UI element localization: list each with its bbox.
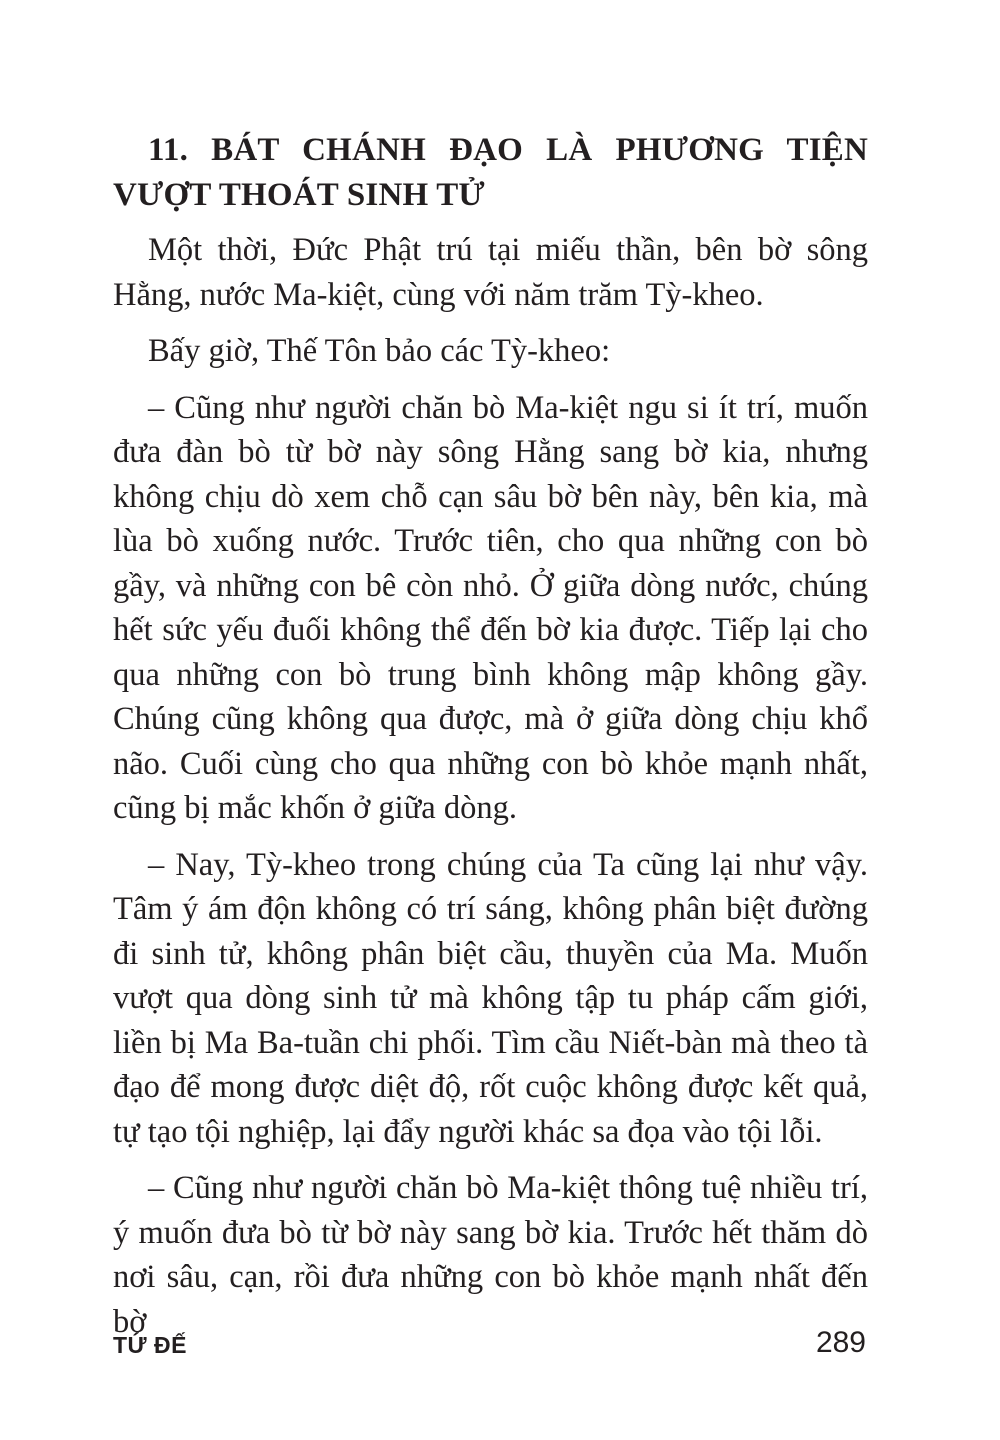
page-number: 289 — [815, 1326, 866, 1359]
paragraph-monks-likewise: – Nay, Tỳ-kheo trong chúng của Ta cũng lại như vậy. Tâm ý ám độn không có trí sáng, không phân biệt đường đi sinh tử, không phân biệt cầu, thuyền của Ma. Muốn vượt qua dòng sinh tử mà không tập tu pháp cấm giới, liền bị Ma Ba-tuần chi phối. Tìm cầu Niết-bàn mà theo tà đạo để mong được diệt độ, rốt cuộc không được kết quả, tự tạo tội nghiệp, lại đẩy người khác sa đọa vào tội lỗi. — [113, 846, 868, 1150]
paragraph-foolish-herdsman: – Cũng như người chăn bò Ma-kiệt ngu si ít trí, muốn đưa đàn bò từ bờ này sông Hằng sang bờ kia, nhưng không chịu dò xem chỗ cạn sâu bờ bên này, bên kia, mà lùa bò xuống nước. Trước tiên, cho qua những con bò gầy, và những con bê còn nhỏ. Ở giữa dòng nước, chúng hết sức yếu đuối không thể đến bờ kia được. Tiếp lại cho qua những con bò trung bình không mập không gầy. Chúng cũng không qua được, mà ở giữa dòng chịu khổ não. Cuối cùng cho qua những con bò khỏe mạnh nhất, cũng bị mắc khốn ở giữa dòng. — [113, 389, 868, 826]
section-heading: 11. BÁT CHÁNH ĐẠO LÀ PHƯƠNG TIỆN VƯỢT THOÁT SINH TỬ — [113, 132, 868, 213]
paragraph-intro: Một thời, Đức Phật trú tại miếu thần, bên bờ sông Hằng, nước Ma-kiệt, cùng với năm trăm Tỳ-kheo. — [113, 232, 868, 313]
page-body — [113, 128, 868, 1356]
page-footer — [113, 1326, 868, 1366]
paragraph-wise-herdsman: – Cũng như người chăn bò Ma-kiệt thông tuệ nhiều trí, ý muốn đưa bò từ bờ này sang bờ kia. Trước hết thăm dò nơi sâu, cạn, rồi đưa những con bò khỏe mạnh nhất đến bờ — [113, 1170, 868, 1340]
running-title: TỨ ĐẾ — [113, 1332, 187, 1358]
paragraph-address: Bấy giờ, Thế Tôn bảo các Tỳ-kheo: — [148, 333, 611, 369]
